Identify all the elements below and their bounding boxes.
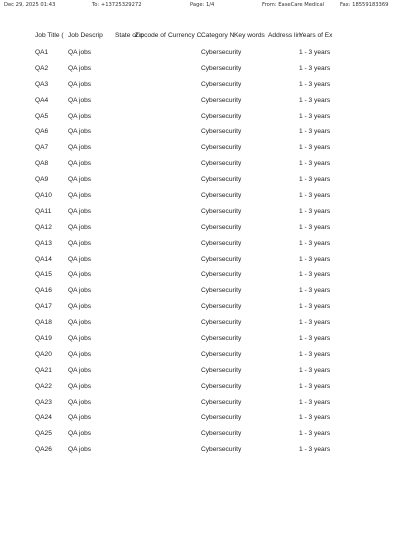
years-experience-cell: 1 - 3 years bbox=[299, 128, 331, 136]
job-title-cell: QA20 bbox=[35, 350, 52, 358]
job-title-cell: QA5 bbox=[35, 112, 49, 120]
fax-header bbox=[0, 2, 400, 12]
category-cell: Cybersecurity bbox=[201, 271, 242, 279]
job-description-cell: QA jobs bbox=[68, 239, 92, 247]
category-cell: Cybersecurity bbox=[201, 112, 242, 120]
table-row bbox=[0, 204, 400, 220]
job-description-cell: QA jobs bbox=[68, 350, 92, 358]
years-experience-cell: 1 - 3 years bbox=[299, 446, 331, 454]
job-description-cell: QA jobs bbox=[68, 144, 92, 152]
years-experience-cell: 1 - 3 years bbox=[299, 255, 331, 263]
job-description-cell: QA jobs bbox=[68, 80, 92, 88]
years-experience-cell: 1 - 3 years bbox=[299, 144, 331, 152]
job-title-cell: QA15 bbox=[35, 271, 52, 279]
job-title-cell: QA9 bbox=[35, 176, 49, 184]
job-title-cell: QA17 bbox=[35, 303, 52, 311]
job-description-cell: QA jobs bbox=[68, 335, 92, 343]
table-row bbox=[0, 140, 400, 156]
years-experience-cell: 1 - 3 years bbox=[299, 335, 331, 343]
job-description-cell: QA jobs bbox=[68, 255, 92, 263]
table-row bbox=[0, 347, 400, 363]
job-description-cell: QA jobs bbox=[68, 49, 92, 56]
job-description-cell: QA jobs bbox=[68, 271, 92, 279]
table-row bbox=[0, 379, 400, 395]
years-experience-cell: 1 - 3 years bbox=[299, 303, 331, 311]
table-row bbox=[0, 363, 400, 379]
job-description-cell: QA jobs bbox=[68, 446, 92, 454]
category-cell: Cybersecurity bbox=[201, 350, 242, 358]
jobs-table bbox=[0, 27, 400, 458]
years-experience-cell: 1 - 3 years bbox=[299, 192, 331, 200]
table-row bbox=[0, 236, 400, 252]
job-title-cell: QA3 bbox=[35, 80, 49, 88]
years-experience-cell: 1 - 3 years bbox=[299, 49, 331, 56]
job-description-cell: QA jobs bbox=[68, 287, 92, 295]
column-header-keywords: Key words bbox=[234, 32, 265, 39]
job-title-cell: QA10 bbox=[35, 192, 52, 200]
years-experience-cell: 1 - 3 years bbox=[299, 319, 331, 327]
years-experience-cell: 1 - 3 years bbox=[299, 350, 331, 358]
column-header-job-description: Job Descrip bbox=[68, 32, 103, 39]
job-description-cell: QA jobs bbox=[68, 430, 92, 438]
category-cell: Cybersecurity bbox=[201, 207, 242, 215]
column-header-category: Category N bbox=[201, 32, 235, 39]
category-cell: Cybersecurity bbox=[201, 319, 242, 327]
fax-recipient: To: +13725329272 bbox=[92, 2, 142, 8]
job-title-cell: QA13 bbox=[35, 239, 52, 247]
table-row bbox=[0, 315, 400, 331]
job-title-cell: QA19 bbox=[35, 335, 52, 343]
category-cell: Cybersecurity bbox=[201, 160, 242, 168]
table-row bbox=[0, 331, 400, 347]
table-row bbox=[0, 61, 400, 77]
job-title-cell: QA18 bbox=[35, 319, 52, 327]
job-title-cell: QA26 bbox=[35, 446, 52, 454]
category-cell: Cybersecurity bbox=[201, 128, 242, 136]
job-description-cell: QA jobs bbox=[68, 382, 92, 390]
years-experience-cell: 1 - 3 years bbox=[299, 207, 331, 215]
years-experience-cell: 1 - 3 years bbox=[299, 160, 331, 168]
years-experience-cell: 1 - 3 years bbox=[299, 96, 331, 104]
table-row bbox=[0, 172, 400, 188]
job-description-cell: QA jobs bbox=[68, 96, 92, 104]
category-cell: Cybersecurity bbox=[201, 176, 242, 184]
job-description-cell: QA jobs bbox=[68, 398, 92, 406]
years-experience-cell: 1 - 3 years bbox=[299, 287, 331, 295]
table-row bbox=[0, 426, 400, 442]
years-experience-cell: 1 - 3 years bbox=[299, 398, 331, 406]
job-description-cell: QA jobs bbox=[68, 223, 92, 231]
job-title-cell: QA14 bbox=[35, 255, 52, 263]
job-title-cell: QA23 bbox=[35, 398, 52, 406]
table-row bbox=[0, 188, 400, 204]
years-experience-cell: 1 - 3 years bbox=[299, 366, 331, 374]
category-cell: Cybersecurity bbox=[201, 446, 242, 454]
job-title-cell: QA16 bbox=[35, 287, 52, 295]
job-title-cell: QA22 bbox=[35, 382, 52, 390]
table-header-row bbox=[0, 27, 400, 44]
fax-date: Dec 29, 2025 01:43 bbox=[4, 2, 56, 8]
years-experience-cell: 1 - 3 years bbox=[299, 112, 331, 120]
table-body bbox=[0, 45, 400, 458]
table-row bbox=[0, 410, 400, 426]
years-experience-cell: 1 - 3 years bbox=[299, 430, 331, 438]
years-experience-cell: 1 - 3 years bbox=[299, 80, 331, 88]
category-cell: Cybersecurity bbox=[201, 398, 242, 406]
category-cell: Cybersecurity bbox=[201, 414, 242, 422]
table-row bbox=[0, 395, 400, 411]
years-experience-cell: 1 - 3 years bbox=[299, 239, 331, 247]
job-description-cell: QA jobs bbox=[68, 207, 92, 215]
job-description-cell: QA jobs bbox=[68, 176, 92, 184]
job-title-cell: QA25 bbox=[35, 430, 52, 438]
job-description-cell: QA jobs bbox=[68, 128, 92, 136]
table-row bbox=[0, 283, 400, 299]
job-title-cell: QA2 bbox=[35, 64, 49, 72]
job-title-cell: QA1 bbox=[35, 49, 49, 56]
years-experience-cell: 1 - 3 years bbox=[299, 414, 331, 422]
years-experience-cell: 1 - 3 years bbox=[299, 64, 331, 72]
job-description-cell: QA jobs bbox=[68, 160, 92, 168]
category-cell: Cybersecurity bbox=[201, 64, 242, 72]
category-cell: Cybersecurity bbox=[201, 335, 242, 343]
table-row bbox=[0, 442, 400, 458]
job-description-cell: QA jobs bbox=[68, 192, 92, 200]
years-experience-cell: 1 - 3 years bbox=[299, 176, 331, 184]
category-cell: Cybersecurity bbox=[201, 192, 242, 200]
job-title-cell: QA6 bbox=[35, 128, 49, 136]
column-header-state: State of c bbox=[115, 32, 143, 39]
years-experience-cell: 1 - 3 years bbox=[299, 223, 331, 231]
category-cell: Cybersecurity bbox=[201, 366, 242, 374]
table-row bbox=[0, 77, 400, 93]
fax-sender: From: EaseCare Medical bbox=[262, 2, 325, 8]
category-cell: Cybersecurity bbox=[201, 49, 242, 56]
category-cell: Cybersecurity bbox=[201, 382, 242, 390]
column-header-years-experience: Years of Ex bbox=[299, 32, 333, 39]
column-header-address: Address lin bbox=[268, 32, 301, 39]
fax-page-number: Page: 1/4 bbox=[190, 2, 215, 8]
job-title-cell: QA4 bbox=[35, 96, 49, 104]
job-title-cell: QA24 bbox=[35, 414, 52, 422]
job-description-cell: QA jobs bbox=[68, 64, 92, 72]
job-description-cell: QA jobs bbox=[68, 303, 92, 311]
job-title-cell: QA12 bbox=[35, 223, 52, 231]
job-description-cell: QA jobs bbox=[68, 112, 92, 120]
table-row bbox=[0, 124, 400, 140]
category-cell: Cybersecurity bbox=[201, 223, 242, 231]
job-title-cell: QA11 bbox=[35, 207, 52, 215]
category-cell: Cybersecurity bbox=[201, 430, 242, 438]
job-description-cell: QA jobs bbox=[68, 366, 92, 374]
column-header-currency: Currency C bbox=[168, 32, 202, 39]
category-cell: Cybersecurity bbox=[201, 96, 242, 104]
column-header-zipcode: Zipcode of bbox=[135, 32, 166, 39]
category-cell: Cybersecurity bbox=[201, 239, 242, 247]
category-cell: Cybersecurity bbox=[201, 303, 242, 311]
category-cell: Cybersecurity bbox=[201, 255, 242, 263]
table-row bbox=[0, 299, 400, 315]
table-row bbox=[0, 156, 400, 172]
table-row bbox=[0, 220, 400, 236]
job-title-cell: QA21 bbox=[35, 366, 52, 374]
years-experience-cell: 1 - 3 years bbox=[299, 271, 331, 279]
job-description-cell: QA jobs bbox=[68, 319, 92, 327]
table-row bbox=[0, 109, 400, 125]
job-title-cell: QA7 bbox=[35, 144, 49, 152]
fax-number: Fax: 18559183369 bbox=[340, 2, 389, 8]
category-cell: Cybersecurity bbox=[201, 144, 242, 152]
table-row bbox=[0, 252, 400, 268]
years-experience-cell: 1 - 3 years bbox=[299, 382, 331, 390]
job-description-cell: QA jobs bbox=[68, 414, 92, 422]
category-cell: Cybersecurity bbox=[201, 80, 242, 88]
table-row bbox=[0, 45, 400, 61]
category-cell: Cybersecurity bbox=[201, 287, 242, 295]
table-row bbox=[0, 267, 400, 283]
column-header-job-title: Job Title ( bbox=[35, 32, 64, 39]
job-title-cell: QA8 bbox=[35, 160, 49, 168]
table-row bbox=[0, 93, 400, 109]
